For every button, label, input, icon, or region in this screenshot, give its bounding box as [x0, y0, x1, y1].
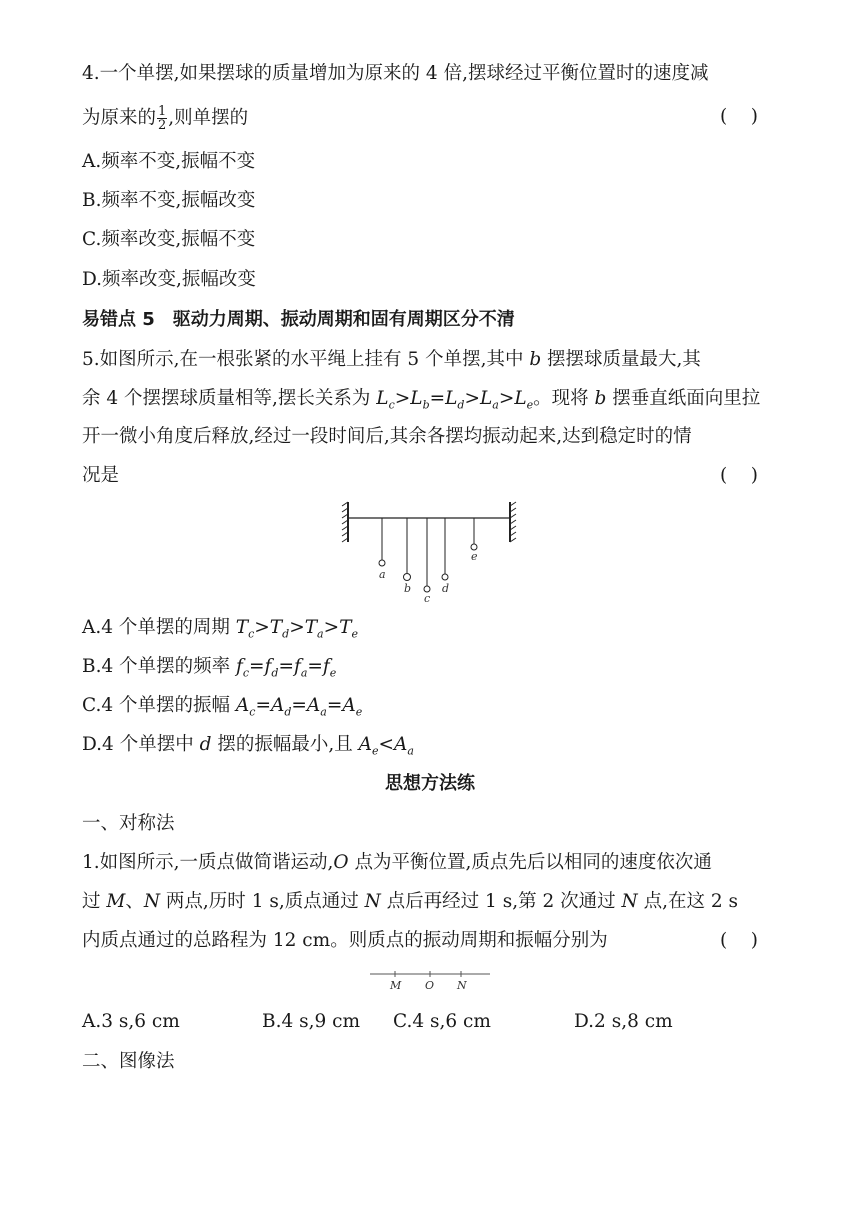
q5-stem-line4: 况是: [82, 465, 120, 486]
q5-option-a: A.4 个单摆的周期 $T_c>T_d>T_a>T_e$: [82, 617, 358, 641]
q5-option-c: C.4 个单摆的振幅 $A_c=A_d=A_a=A_e$: [82, 695, 363, 719]
methods-title: 思想方法练: [385, 773, 475, 794]
pendulum-c: [424, 518, 430, 605]
section5-heading: 易错点 5 驱动力周期、振动周期和固有周期区分不清: [82, 309, 515, 330]
point-m-label: M: [390, 979, 402, 992]
pendulum-c-label: c: [424, 592, 431, 605]
right-wall: [510, 502, 516, 542]
q5-option-b: B.4 个单摆的频率 $f_c=f_d=f_a=f_e$: [82, 656, 337, 680]
methods-sub2: 二、图像法: [82, 1051, 175, 1072]
pendulum-b-label: b: [404, 582, 412, 595]
left-wall: [342, 502, 348, 542]
pendulum-d: [442, 518, 449, 595]
q4-stem-line2: [82, 105, 248, 132]
pendulum-e: [471, 518, 478, 563]
q4-stem-line2-pre: 为原来的: [82, 107, 157, 129]
methods-sub1: 一、对称法: [82, 813, 175, 834]
pendulum-d-label: d: [442, 582, 450, 595]
point-o-label: O: [425, 979, 435, 992]
pendulum-b: [404, 518, 412, 595]
pendulum-a: [379, 518, 386, 581]
q5-stem-line1: 5.如图所示,在一根张紧的水平绳上挂有 5 个单摆,其中 b 摆摆球质量最大,其: [82, 349, 701, 370]
q4-fraction-denominator: 2: [158, 118, 167, 133]
pendulum-a-label: a: [379, 568, 386, 581]
q4-fraction: [157, 105, 167, 132]
q1-option-a: A.3 s,6 cm: [82, 1011, 180, 1032]
pendulum-e-label: e: [471, 550, 478, 563]
point-n-label: N: [457, 979, 467, 992]
q4-option-c: C.频率改变,振幅不变: [82, 229, 256, 250]
q5-stem-line3: 开一微小角度后释放,经过一段时间后,其余各摆均振动起来,达到稳定时的情: [82, 426, 692, 447]
q4-stem-line1: 4.一个单摆,如果摆球的质量增加为原来的 4 倍,摆球经过平衡位置时的速度减: [82, 63, 709, 84]
q5-stem-line2: 余 4 个摆摆球质量相等,摆长关系为 $L_c>L_b=L_d>L_a>L_e$。现将 b 摆垂直纸面向里拉: [82, 388, 761, 412]
q1-stem-line3: 内质点通过的总路程为 12 cm。则质点的振动周期和振幅分别为: [82, 930, 608, 951]
q4-stem-line2-post: ,则单摆的: [168, 107, 249, 129]
q5-answer-bracket: ( ): [720, 465, 758, 486]
pendulum-figure: [340, 500, 520, 610]
mon-line-figure: [368, 968, 492, 994]
q1-option-d: D.2 s,8 cm: [574, 1011, 673, 1032]
q1-stem-line2: 过 M、N 两点,历时 1 s,质点通过 N 点后再经过 1 s,第 2 次通过 N 点,在这 2 s: [82, 891, 738, 912]
q1-option-c: C.4 s,6 cm: [393, 1011, 491, 1032]
q4-option-d: D.频率改变,振幅改变: [82, 269, 256, 290]
q1-stem-line1: 1.如图所示,一质点做简谐运动,O 点为平衡位置,质点先后以相同的速度依次通: [82, 852, 712, 873]
q4-option-b: B.频率不变,振幅改变: [82, 190, 256, 211]
q4-fraction-numerator: 1: [158, 104, 167, 119]
q4-answer-bracket: ( ): [720, 106, 758, 127]
q5-option-d: D.4 个单摆中 d 摆的振幅最小,且 $A_e<A_a$: [82, 734, 414, 758]
q4-option-a: A.频率不变,振幅不变: [82, 151, 256, 172]
q1-answer-bracket: ( ): [720, 930, 758, 951]
q1-option-b: B.4 s,9 cm: [262, 1011, 361, 1032]
